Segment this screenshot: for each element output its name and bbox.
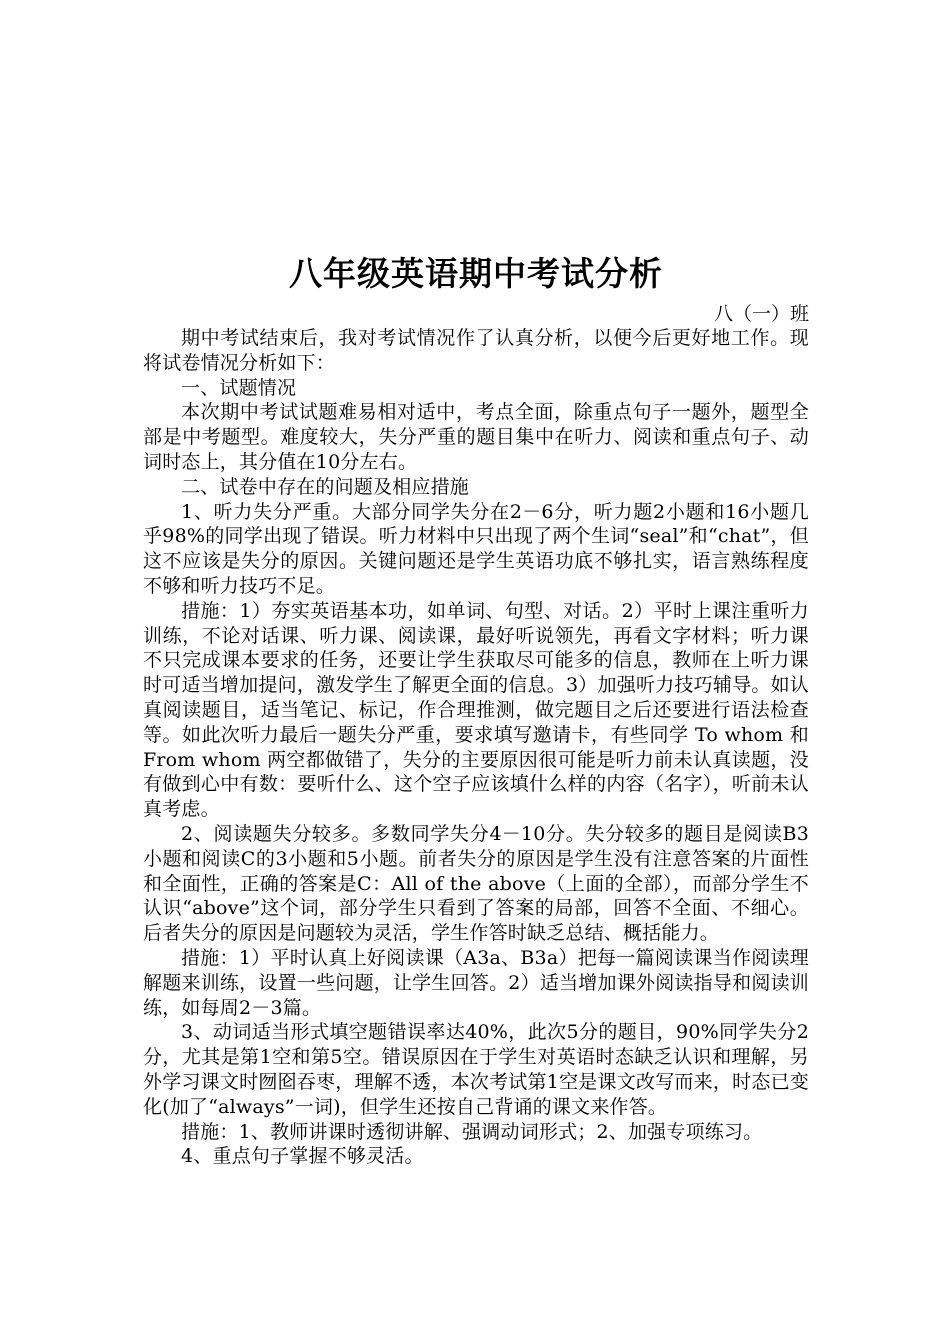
paragraph-intro: 期中考试结束后，我对考试情况作了认真分析，以便今后更好地工作。现将试卷情况分析如下： [143,327,809,374]
class-name: 八（一）班 [713,303,809,325]
paragraph-reading-problem: 2、阅读题失分较多。多数同学失分4－10分。失分较多的题目是阅读B3小题和阅读C的3小题和5小题。前者失分的原因是学生没有注意答案的片面性和全面性，正确的答案是C：All of the above（上面的全部），而部分学生不认识“above”这个词，部分学生只看到了答案的局部，回答不全面、不细心。后者失分的原因是问题较为灵活，学生作答时缺乏总结、概括能力。 [143,822,809,945]
section-heading-problems-measures: 二、试卷中存在的问题及相应措施 [181,475,470,498]
paragraph-verb-problem: 3、动词适当形式填空题错误率达40%，此次5分的题目，90%同学失分2分，尤其是第1空和第5空。错误原因在于学生对英语时态缺乏认识和理解，另外学习课文时囫囵吞枣，理解不透，本次考试第1空是课文改写而来，时态已变化(加了“always”一词)，但学生还按自己背诵的课文来作答。 [143,1021,809,1118]
paragraph-verb-measures: 措施：1、教师讲课时透彻讲解、强调动词形式；2、加强专项练习。 [181,1120,763,1143]
paragraph-listening-problem: 1、听力失分严重。大部分同学失分在2－6分，听力题2小题和16小题几乎98%的同学出现了错误。听力材料中只出现了两个生词“seal”和“chat”，但这不应该是失分的原因。关键问题还是学生英语功底不够扎实，语言熟练程度不够和听力技巧不足。 [143,500,809,597]
paragraph-listening-measures: 措施：1）夯实英语基本功，如单词、句型、对话。2）平时上课注重听力训练，不论对话课、听力课、阅读课，最好听说领先，再看文字材料；听力课不只完成课本要求的任务，还要让学生获取尽可能多的信息，教师在上听力课时可适当增加提问，激发学生了解更全面的信息。3）加强听力技巧辅导。如认真阅读题目，适当笔记、标记，作合理推测，做完题目之后还要进行语法检查等。如此次听力最后一题失分严重，要求填写邀请卡，有些同学 To whom 和 From whom 两空都做错了，失分的主要原因很可能是听力前未认真读题，没有做到心中有数：要听什么、这个空子应该填什么样的内容（名字），听前未认真考虑。 [143,599,809,821]
paragraph-reading-measures: 措施：1）平时认真上好阅读课（A3a、B3a）把每一篇阅读课当作阅读理解题来训练，设置一些问题，让学生回答。2）适当增加课外阅读指导和阅读训练，如每周2－3篇。 [143,946,809,1019]
document-title: 八年级英语期中考试分析 [289,254,663,293]
paragraph-key-sentences: 4、重点句子掌握不够灵活。 [181,1145,424,1168]
section-heading-exam-overview: 一、试题情况 [181,376,297,399]
document-page [143,250,809,1169]
paragraph-exam-overview: 本次期中考试试题难易相对适中，考点全面，除重点句子一题外，题型全部是中考题型。难度较大，失分严重的题目集中在听力、阅读和重点句子、动词时态上，其分值在10分左右。 [143,401,809,473]
